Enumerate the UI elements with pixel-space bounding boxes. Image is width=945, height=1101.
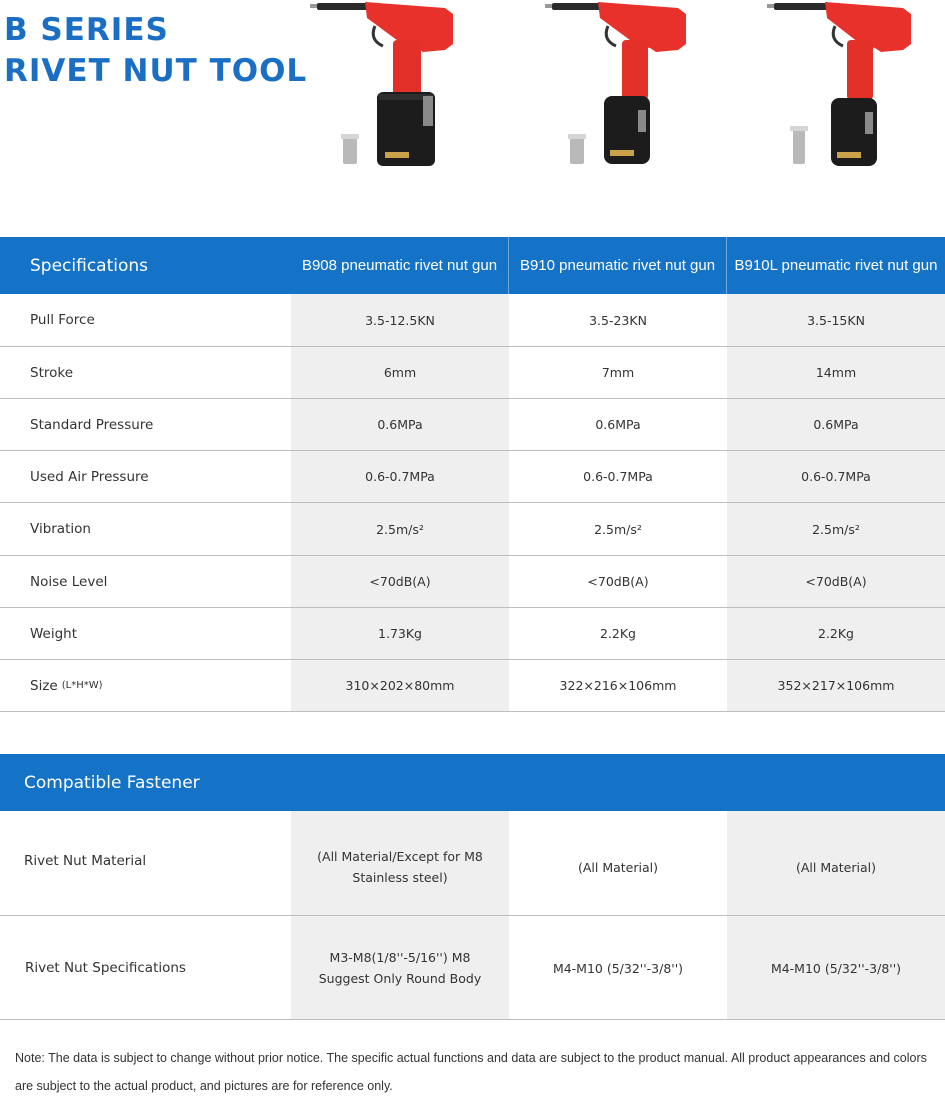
fastener-title: Compatible Fastener: [24, 772, 200, 793]
page-title: [4, 10, 307, 92]
column-header-b910l: B910L pneumatic rivet nut gun: [734, 257, 938, 274]
spec-row-standard-pressure: [0, 399, 945, 451]
spec-label: Pull Force: [30, 312, 95, 328]
title-line-1: B SERIES: [4, 12, 169, 48]
column-header-b910: B910 pneumatic rivet nut gun: [509, 237, 727, 294]
spec-value-b910l: 352×217×106mm: [727, 660, 945, 711]
spec-label-subtext: (L*H*W): [61, 680, 103, 691]
rivet-nut-gun-b910l-image: [765, 0, 915, 175]
disclaimer-note: Note: The data is subject to change without prior notice. The specific actual functions and data are subject to the product manual. All product appearances and colors are subject to the actual product, and pictures are for reference only.: [15, 1051, 927, 1093]
spec-value-b910: 2.5m/s²: [509, 503, 727, 555]
rivet-nut-gun-b908-image: [305, 0, 455, 175]
spec-value-b910: 3.5-23KN: [509, 294, 727, 346]
spec-value-b908: <70dB(A): [291, 556, 509, 607]
spec-row-used-air-pressure: [0, 451, 945, 503]
spec-value-b910l: 2.5m/s²: [727, 503, 945, 555]
spec-value-b910l: 0.6-0.7MPa: [727, 451, 945, 502]
spec-value-b910: 0.6-0.7MPa: [509, 451, 727, 502]
spec-value-b908: 2.5m/s²: [291, 503, 509, 555]
spec-label: Noise Level: [30, 573, 108, 590]
fastener-value-b908: (All Material/Except for M8 Stainless steel): [291, 811, 509, 915]
spec-row-pull-force: [0, 294, 945, 347]
spec-value-b910l: 14mm: [727, 347, 945, 398]
spec-row-noise-level: [0, 556, 945, 608]
fastener-value-b910: M4-M10 (5/32''-3/8''): [509, 916, 727, 1019]
fastener-label: Rivet Nut Specifications: [25, 959, 186, 976]
spec-label: Used Air Pressure: [30, 468, 149, 485]
spec-value-b908: 0.6MPa: [291, 399, 509, 450]
spec-label-text: Size: [30, 677, 58, 694]
fastener-value-b908: M3-M8(1/8''-5/16'') M8 Suggest Only Round Body: [291, 916, 509, 1019]
specifications-header-row: [0, 237, 945, 294]
fastener-row-specifications: [0, 916, 945, 1020]
spec-value-b910: 7mm: [509, 347, 727, 398]
spec-row-size: [0, 660, 945, 712]
spec-value-b910: <70dB(A): [509, 556, 727, 607]
spec-value-b908: 310×202×80mm: [291, 660, 509, 711]
specifications-header: [0, 237, 945, 294]
title-line-2: RIVET NUT TOOL: [4, 53, 308, 89]
spec-label: [0, 660, 291, 711]
column-header-b908: B908 pneumatic rivet nut gun: [291, 237, 509, 294]
spec-label: Stroke: [30, 364, 74, 381]
spec-value-b910l: <70dB(A): [727, 556, 945, 607]
fastener-value-b910: (All Material): [509, 811, 727, 915]
spec-value-b910: 2.2Kg: [509, 608, 727, 659]
spec-value-b910: 0.6MPa: [509, 399, 727, 450]
spec-row-stroke: [0, 347, 945, 399]
spec-value-b908: 6mm: [291, 347, 509, 398]
spec-value-b908: 1.73Kg: [291, 608, 509, 659]
spec-label: Weight: [30, 625, 78, 642]
fastener-value-b910l: (All Material): [727, 811, 945, 915]
specifications-title: Specifications: [30, 255, 149, 276]
spec-row-vibration: [0, 503, 945, 556]
fastener-label: Rivet Nut Material: [24, 853, 147, 869]
spec-value-b910l: 2.2Kg: [727, 608, 945, 659]
spec-value-b908: 0.6-0.7MPa: [291, 451, 509, 502]
rivet-nut-gun-b910-image: [540, 0, 690, 175]
spec-value-b910l: 3.5-15KN: [727, 294, 945, 346]
fastener-value-b910l: M4-M10 (5/32''-3/8''): [727, 916, 945, 1019]
fastener-row-material: [0, 811, 945, 916]
fastener-header: [0, 754, 945, 811]
spec-value-b910: 322×216×106mm: [509, 660, 727, 711]
spec-row-weight: [0, 608, 945, 660]
spec-label: Standard Pressure: [30, 416, 154, 433]
spec-label: Vibration: [30, 521, 91, 537]
spec-value-b910l: 0.6MPa: [727, 399, 945, 450]
spec-value-b908: 3.5-12.5KN: [291, 294, 509, 346]
